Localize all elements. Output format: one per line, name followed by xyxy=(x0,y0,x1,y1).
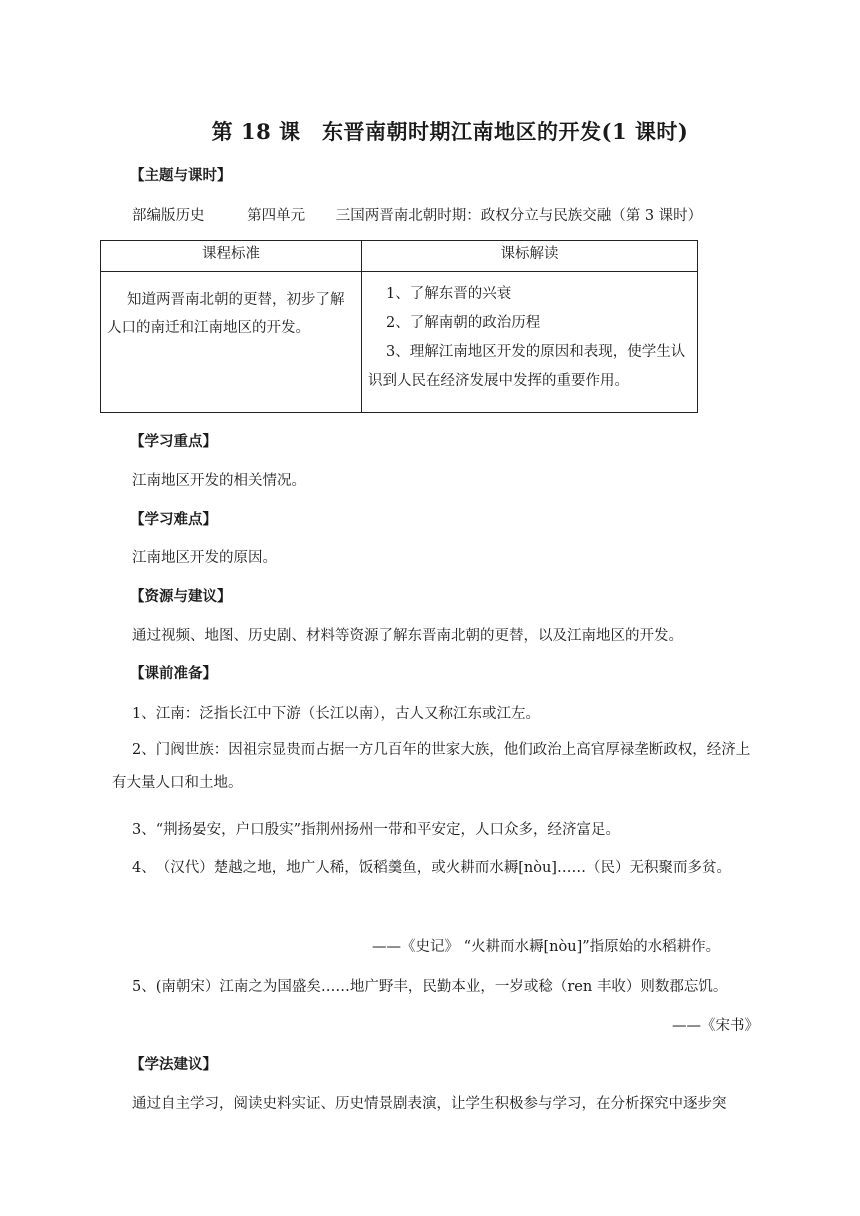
focus-heading: 【学习重点】 xyxy=(130,433,217,450)
subject-unit: 第四单元 xyxy=(247,208,306,224)
page-title: 第 18 课 东晋南朝时期江南地区的开发(1 课时) xyxy=(211,119,689,144)
resources-heading: 【资源与建议】 xyxy=(130,588,232,605)
table-header-standard: 课程标准 xyxy=(101,241,362,272)
prep-item-2: 2、门阀世族：因祖宗显贵而占据一方几百年的世家大族，他们政治上高官厚禄垄断政权，经济上有大量人口和土地。 xyxy=(112,742,751,791)
table-cell-standard: 知道两晋南北朝的更替，初步了解人口的南迁和江南地区的开发。 xyxy=(101,272,362,413)
subject-book: 部编版历史 xyxy=(132,208,205,224)
interpretation-item: 2、了解南朝的政治历程 xyxy=(386,315,541,331)
prep-item-4: 4、 （汉代）楚越之地，地广人稀，饭稻羹鱼，或火耕而水耨[nòu]……（民）无积聚而多贫。 xyxy=(132,860,731,876)
subject-chapter: 三国两晋南北朝时期：政权分立与民族交融（第 3 课时） xyxy=(335,208,703,224)
method-text: 通过自主学习，阅读史料实证、历史情景剧表演，让学生积极参与学习，在分析探究中逐步突 xyxy=(132,1096,727,1112)
difficulty-heading: 【学习难点】 xyxy=(130,511,217,528)
prep-item-1: 1、江南：泛指长江中下游（长江以南），古人又称江东或江左。 xyxy=(132,706,540,722)
interpretation-item: 3、理解江南地区开发的原因和表现，使学生认识到人民在经济发展中发挥的重要作用。 xyxy=(368,344,686,389)
table-header-interpretation: 课标解读 xyxy=(362,241,698,272)
prep-item-5: 5、(南朝宋）江南之为国盛矣……地广野丰，民勤本业，一岁或稔（ren 丰收）则数郡忘饥。 xyxy=(132,979,728,995)
focus-text: 江南地区开发的相关情况。 xyxy=(132,473,306,489)
difficulty-text: 江南地区开发的原因。 xyxy=(132,550,277,566)
prep-heading: 【课前准备】 xyxy=(130,665,217,682)
curriculum-table xyxy=(100,240,698,413)
resources-text: 通过视频、地图、历史剧、材料等资源了解东晋南北朝的更替，以及江南地区的开发。 xyxy=(132,628,683,644)
table-cell-interpretation xyxy=(362,272,698,413)
topic-heading: 【主题与课时】 xyxy=(130,167,232,184)
prep-source-shiji: ——《史记》 “火耕而水耨[nòu]”指原始的水稻耕作。 xyxy=(372,939,721,955)
prep-item-3: 3、“荆扬晏安，户口殷实”指荆州扬州一带和平安定，人口众多，经济富足。 xyxy=(132,822,621,838)
method-heading: 【学法建议】 xyxy=(130,1056,217,1073)
subject-line xyxy=(132,204,702,225)
interpretation-item: 1、了解东晋的兴衰 xyxy=(386,286,512,302)
prep-source-songshu: ——《宋书》 xyxy=(672,1018,759,1034)
